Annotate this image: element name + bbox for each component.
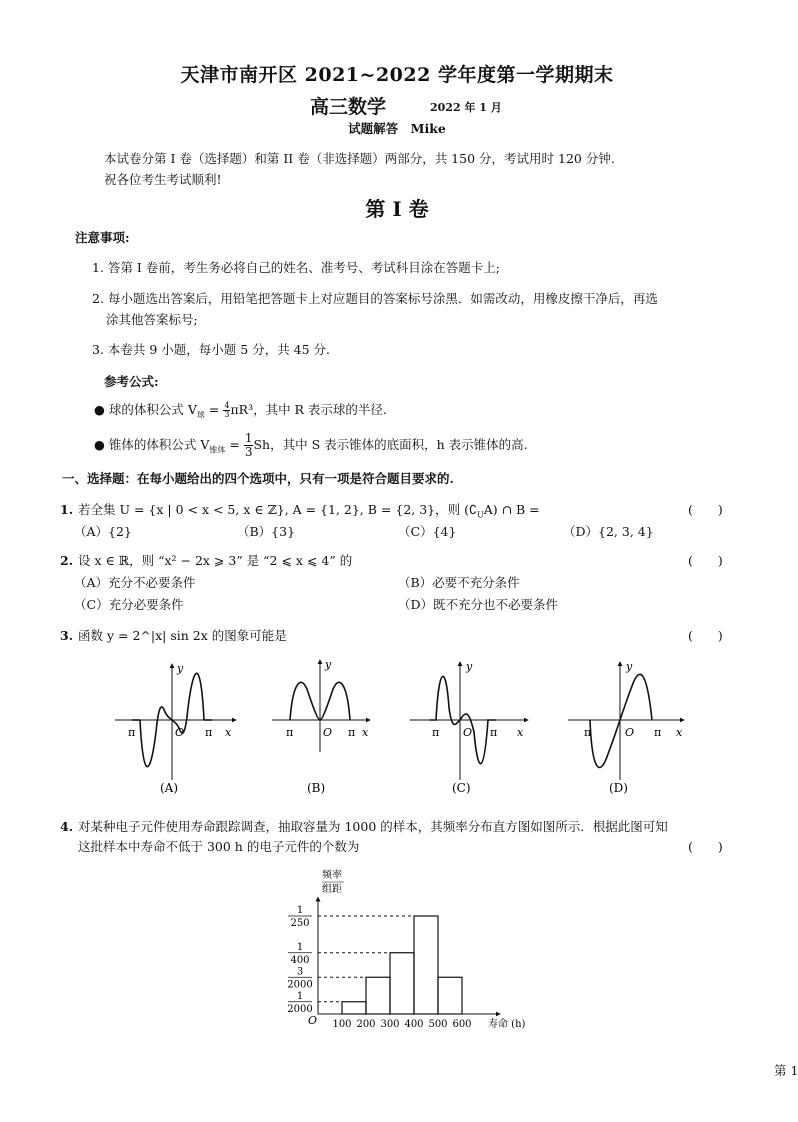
origin-label: O [625, 726, 635, 739]
formula-sphere-sub: 球 [196, 410, 205, 420]
q2-option-a[interactable]: （A）充分不必要条件 [74, 575, 196, 590]
intro-line-2: 祝各位考生考试顺利! [104, 172, 222, 187]
pi-label: π [584, 726, 592, 739]
q1-option-c[interactable]: （C）{4} [398, 524, 457, 539]
graph-d-label: (D) [609, 781, 628, 795]
x-tick-label-5: 500 [428, 1019, 448, 1030]
notice-item-2: 2. 每小题选出答案后，用铅笔把答题卡上对应题目的答案标号涂黑．如需改动，用橡皮擦干净后，再选 [92, 291, 658, 306]
x-axis-label: x [362, 726, 369, 739]
bullet-icon: ● [94, 402, 105, 417]
exam-author: 试题解答 Mike [348, 121, 446, 136]
q1-option-a[interactable]: （A）{2} [74, 524, 132, 539]
histogram-bar-1 [342, 1002, 366, 1014]
y-axis-label: y [325, 658, 332, 671]
q2-answer-paren: ( ) [688, 553, 723, 568]
formula-sphere [94, 401, 387, 425]
q1-stem-end: A) ∩ B = [483, 502, 540, 517]
y-axis-title-bottom: 组距 [322, 884, 342, 895]
x-tick-label-6: 600 [452, 1019, 472, 1030]
x-tick-label-4: 400 [404, 1019, 424, 1030]
x-tick-label-2: 200 [356, 1019, 376, 1030]
pi-label: π [490, 726, 498, 739]
pi-label: π [286, 726, 294, 739]
x-axis-title: 寿命 (h) [488, 1019, 526, 1030]
formula-cone [94, 432, 528, 460]
q2-stem: 设 x ∈ ℝ，则 “x² − 2x ⩾ 3” 是 “2 ⩽ x ⩽ 4” 的 [78, 553, 353, 568]
formula-cone-eq: = [225, 437, 244, 452]
histogram-bar-3 [390, 953, 414, 1014]
origin-label: O [175, 726, 185, 739]
exam-subject: 高三数学 [310, 96, 387, 118]
graph-b[interactable] [272, 658, 370, 795]
histogram-bar-4 [414, 916, 438, 1014]
graph-d[interactable] [568, 660, 684, 795]
formula-cone-sub: 锥体 [209, 445, 226, 455]
q1-option-d[interactable]: （D）{2, 3, 4} [563, 524, 654, 539]
pi-label: π [348, 726, 356, 739]
q1-stem-text: 若全集 U = {x | 0 < x < 5, x ∈ ℤ}, A = {1, 2}, B = {2, 3}，则 (∁ [78, 502, 477, 517]
frac-num: 1 [244, 431, 253, 445]
frac-num: 4 [224, 401, 230, 410]
notice-heading: 注意事项: [75, 230, 130, 245]
q4-line-1: 对某种电子元件使用寿命跟踪调查，抽取容量为 1000 的样本，其频率分布直方图如图所示．根据此图可知 [78, 819, 668, 834]
q2-option-b[interactable]: （B）必要不充分条件 [398, 575, 520, 590]
q1-answer-paren: ( ) [688, 502, 723, 517]
y-axis-label: y [626, 660, 633, 673]
formula-cone-text: 锥体的体积公式 V [108, 437, 210, 452]
volume-title: 第 I 卷 [365, 197, 429, 221]
x-axis-label: x [676, 726, 683, 739]
frac-den: 3 [224, 410, 230, 419]
x-tick-label-1: 100 [332, 1019, 352, 1030]
curve [590, 674, 652, 767]
pi-label: π [128, 726, 136, 739]
graph-c[interactable] [410, 660, 528, 795]
q2-option-c[interactable]: （C）充分必要条件 [74, 597, 184, 612]
q2-option-d[interactable]: （D）既不充分也不必要条件 [398, 597, 559, 612]
y-tick-numerator-2: 3 [296, 966, 304, 978]
notice-item-2-cont: 涂其他答案标号; [106, 312, 198, 327]
y-axis-label: y [177, 662, 184, 675]
q1-number: 1. [60, 502, 74, 517]
y-tick-denominator-1: 2000 [287, 1003, 313, 1015]
y-tick-numerator-1: 1 [296, 990, 304, 1002]
q3-stem: 函数 y = 2^|x| sin 2x 的图象可能是 [78, 628, 287, 643]
frac-den: 3 [244, 445, 253, 459]
pi-label: π [205, 726, 213, 739]
x-tick-label-3: 300 [380, 1019, 400, 1030]
x-axis-label: x [225, 726, 232, 739]
q4-answer-paren: ( ) [688, 839, 723, 854]
pi-label: π [654, 726, 662, 739]
graph-c-label: (C) [452, 781, 471, 795]
graph-a-label: (A) [160, 781, 179, 795]
y-tick-denominator-4: 250 [290, 918, 310, 929]
q1-stem [78, 501, 540, 525]
intro-line-1: 本试卷分第 I 卷（选择题）和第 II 卷（非选择题）两部分，共 150 分，考试用时 120 分钟. [104, 151, 615, 166]
formula-sphere-rest: πR³，其中 R 表示球的半径. [230, 402, 387, 417]
bullet-icon: ● [94, 437, 105, 452]
y-tick-denominator-2: 2000 [287, 979, 313, 991]
q1-option-b[interactable]: （B）{3} [237, 524, 296, 539]
q3-graphs [0, 652, 794, 802]
q4-number: 4. [60, 819, 74, 834]
notice-item-1: 1. 答第 I 卷前，考生务必将自己的姓名、准考号、考试科目涂在答题卡上; [92, 260, 500, 275]
q2-number: 2. [60, 553, 74, 568]
q3-answer-paren: ( ) [688, 628, 723, 643]
origin-label: O [323, 726, 333, 739]
pi-label: π [432, 726, 440, 739]
formula-cone-rest: Sh，其中 S 表示锥体的底面积，h 表示锥体的高. [253, 437, 528, 452]
origin-label: O [463, 726, 473, 739]
page-number: 第 1 [774, 1063, 798, 1078]
graph-b-label: (B) [307, 781, 326, 795]
graph-a[interactable] [115, 662, 236, 795]
exam-date: 2022 年 1 月 [430, 101, 502, 114]
y-tick-denominator-3: 400 [290, 954, 310, 966]
histogram-bar-5 [438, 977, 462, 1014]
y-axis-label: y [466, 660, 473, 673]
y-tick-numerator-3: 1 [296, 941, 304, 953]
formula-sphere-eq: = [204, 402, 224, 417]
formulas-heading: 参考公式: [104, 374, 159, 389]
q1-stem-sub: U [476, 510, 484, 520]
exam-title: 天津市南开区 2021~2022 学年度第一学期期末 [180, 64, 614, 86]
y-tick-numerator-4: 1 [296, 905, 304, 916]
formula-sphere-text: 球的体积公式 V [108, 402, 197, 417]
y-axis-title-top: 频率 [322, 870, 342, 881]
histogram-chart [284, 862, 544, 1042]
notice-item-3: 3. 本卷共 9 小题，每小题 5 分，共 45 分. [92, 342, 331, 357]
histogram-bar-2 [366, 977, 390, 1014]
q4-line-2: 这批样本中寿命不低于 300 h 的电子元件的个数为 [78, 839, 360, 854]
origin-label: O [308, 1014, 318, 1027]
section-heading: 一、选择题：在每小题给出的四个选项中，只有一项是符合题目要求的. [62, 471, 454, 486]
x-axis-label: x [517, 726, 524, 739]
q3-number: 3. [60, 628, 74, 643]
